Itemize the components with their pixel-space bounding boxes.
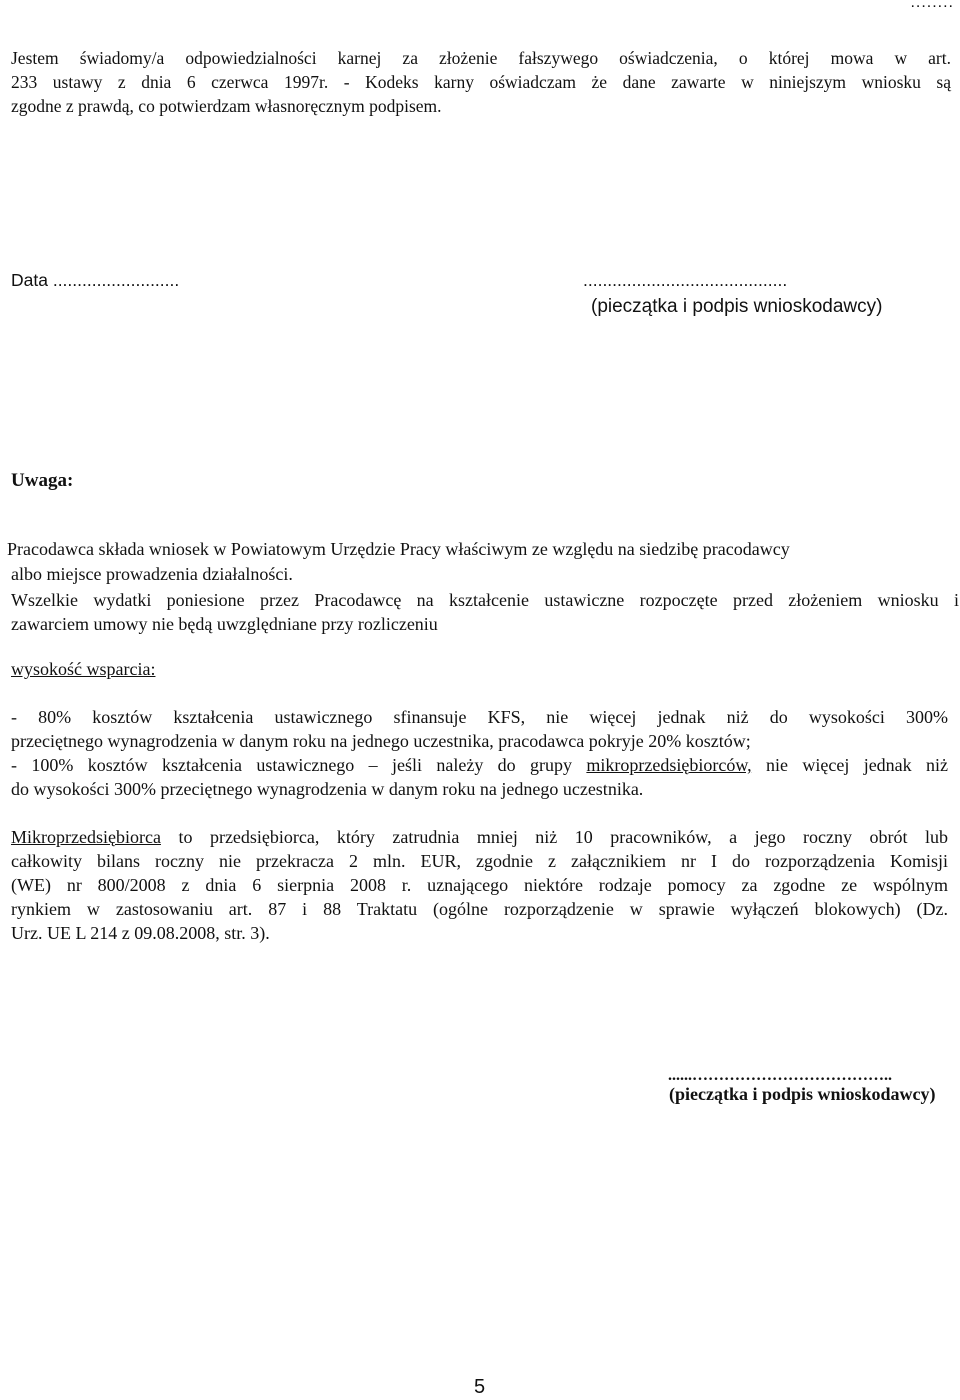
- definition-line: [11, 825, 948, 849]
- definition-line: całkowity bilans roczny nie przekracza 2 mln. EUR, zgodnie z załącznikiem nr I do rozporządzenia Komisji: [11, 851, 948, 871]
- note-submission-paragraph: [7, 537, 952, 587]
- declaration-line: 233 ustawy z dnia 6 czerwca 1997r. - Kodeks karny oświadczam że dane zawarte w niniejszym wniosku są: [11, 72, 951, 92]
- top-dots: ........: [910, 0, 954, 11]
- note-line: zawarciem umowy nie będą uwzględniane przy rozliczeniu: [11, 614, 438, 634]
- declaration-line: zgodne z prawdą, co potwierdzam własnoręcznym podpisem.: [11, 96, 442, 116]
- note-line: Pracodawca składa wniosek w Powiatowym Urzędzie Pracy właściwym ze względu na siedzibę pracodawcy: [7, 539, 790, 559]
- support-line: przeciętnego wynagrodzenia w danym roku na jednego uczestnika, pracodawca pokryje 20% kosztów;: [11, 731, 751, 751]
- microenterprise-reference: mikroprzedsiębiorców,: [586, 755, 752, 775]
- signature-label-top: (pieczątka i podpis wnioskodawcy): [591, 296, 883, 317]
- support-line: do wysokości 300% przeciętnego wynagrodzenia w danym roku na jednego uczestnika.: [11, 779, 644, 799]
- page-number: 5: [474, 1376, 486, 1398]
- support-text: - 100% kosztów kształcenia ustawicznego – jeśli należy do grupy: [11, 755, 573, 775]
- date-field: Data ..........................: [11, 270, 180, 290]
- definition-text: to przedsiębiorca, który zatrudnia mniej niż 10 pracowników, a jego roczny obrót lub: [178, 827, 949, 847]
- support-title: wysokość wsparcia:: [11, 659, 156, 679]
- definition-line: Urz. UE L 214 z 09.08.2008, str. 3).: [11, 923, 270, 943]
- note-expenses-paragraph: [11, 588, 959, 636]
- microenterprise-definition: [11, 825, 948, 945]
- support-line: - 80% kosztów kształcenia ustawicznego sfinansuje KFS, nie więcej jednak niż do wysokości 300%: [11, 707, 948, 727]
- declaration-line: Jestem świadomy/a odpowiedzialności karnej za złożenie fałszywego oświadczenia, o której mowa w art.: [11, 48, 951, 68]
- note-line: Wszelkie wydatki poniesione przez Pracodawcę na kształcenie ustawiczne rozpoczęte przed złożeniem wniosku i: [11, 590, 959, 610]
- signature-label-bottom: (pieczątka i podpis wnioskodawcy): [669, 1084, 936, 1104]
- note-line: albo miejsce prowadzenia działalności.: [11, 564, 293, 584]
- signature-dots-bottom: ......………………………………..: [668, 1067, 892, 1084]
- support-line: [11, 753, 948, 777]
- support-text: nie więcej jednak niż: [766, 755, 949, 775]
- note-title: Uwaga:: [11, 470, 74, 491]
- definition-line: rynkiem w zastosowaniu art. 87 i 88 Traktatu (ogólne rozporządzenie w sprawie wyłączeń blokowych) (Dz.: [11, 899, 948, 919]
- definition-line: (WE) nr 800/2008 z dnia 6 sierpnia 2008 r. uznającego niektóre rodzaje pomocy za zgodne ze wspólnym: [11, 875, 948, 895]
- support-paragraph: [11, 705, 948, 801]
- microenterprise-term: Mikroprzedsiębiorca: [11, 827, 161, 847]
- signature-dots-top: ..........................................: [583, 270, 788, 290]
- declaration-paragraph: [11, 46, 951, 118]
